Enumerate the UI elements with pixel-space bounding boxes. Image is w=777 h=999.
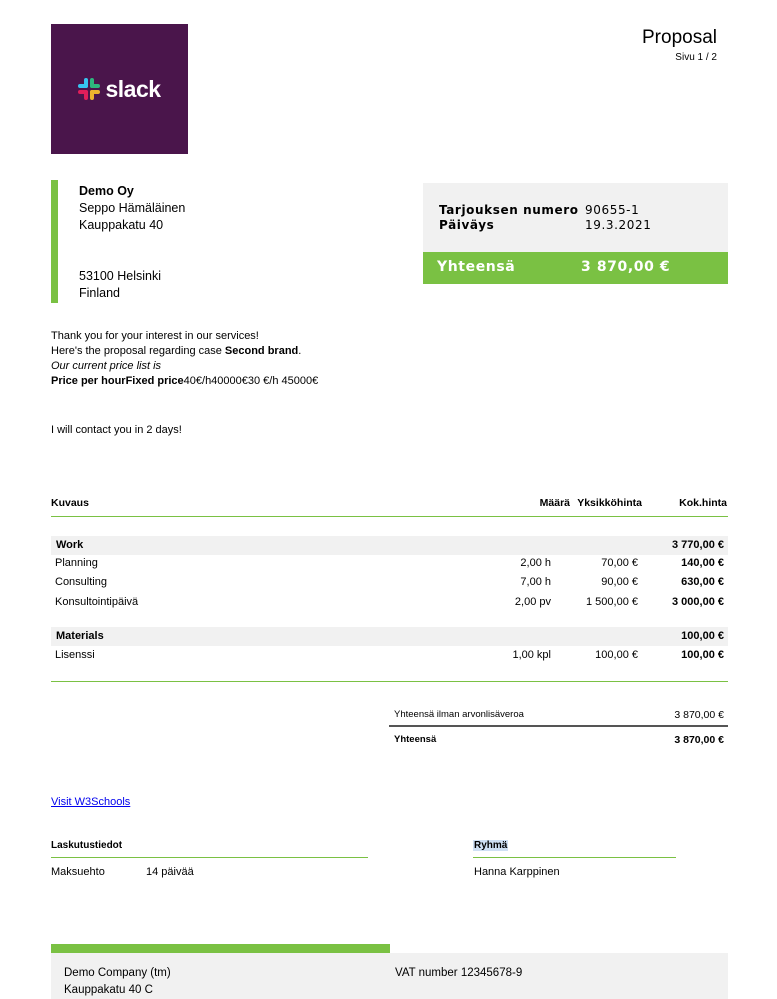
footer — [51, 953, 728, 999]
row-description: Konsultointipäivä — [55, 596, 139, 608]
group-title-text: Ryhmä — [474, 840, 508, 851]
w3schools-link[interactable]: Visit W3Schools — [51, 796, 131, 808]
row-unit-price: 70,00 € — [601, 557, 638, 569]
row-unit-price: 1 500,00 € — [586, 596, 638, 608]
footer-address: Kauppakatu 40 C — [64, 984, 153, 996]
intro-line-2 — [51, 344, 318, 359]
summary-net-label: Yhteensä ilman arvonlisäveroa — [394, 709, 524, 720]
row-unit-price: 100,00 € — [595, 649, 638, 661]
row-total: 630,00 € — [681, 576, 724, 588]
summary-net-value: 3 870,00 € — [674, 709, 724, 721]
intro-line-2-suffix: . — [298, 345, 302, 357]
price-list-intro: Our current price list is — [51, 360, 162, 372]
offer-number-label: Tarjouksen numero — [439, 203, 579, 217]
row-quantity: 1,00 kpl — [512, 649, 551, 661]
billing-title: Laskutustiedot — [51, 840, 123, 851]
group-name: Materials — [56, 630, 104, 642]
billing-divider — [51, 857, 368, 858]
price-list-header: Price per hourFixed price — [51, 375, 184, 387]
offer-number-row — [439, 203, 639, 217]
address-accent-bar — [51, 180, 58, 303]
group-member-name: Hanna Karppinen — [474, 866, 560, 878]
offer-total-box — [423, 252, 728, 284]
offer-date-value: 19.3.2021 — [585, 218, 652, 232]
table-row — [51, 555, 728, 574]
group-name: Work — [56, 539, 84, 551]
header-quantity: Määrä — [539, 497, 570, 509]
row-quantity: 2,00 h — [520, 557, 551, 569]
row-description: Lisenssi — [55, 649, 95, 661]
summary-total-value: 3 870,00 € — [674, 734, 724, 746]
intro-text — [51, 329, 318, 389]
table-end-divider — [51, 681, 728, 682]
contact-note: I will contact you in 2 days! — [51, 424, 182, 436]
group-divider — [473, 857, 676, 858]
logo-mark-green-dot — [90, 84, 100, 88]
document-title: Proposal — [642, 27, 717, 48]
footer-accent-bar — [51, 944, 390, 953]
table-header — [51, 497, 728, 517]
case-name: Second brand — [224, 345, 299, 357]
recipient-company: Demo Oy — [79, 184, 134, 198]
recipient-contact: Seppo Hämäläinen — [79, 201, 186, 215]
footer-vat: VAT number 12345678-9 — [395, 967, 523, 979]
row-quantity: 2,00 pv — [514, 596, 551, 608]
company-logo — [51, 24, 188, 154]
recipient-address — [79, 183, 185, 302]
slack-hash-icon — [78, 78, 100, 100]
intro-line-3 — [51, 359, 318, 374]
table-row — [51, 594, 728, 613]
row-description: Consulting — [55, 576, 107, 588]
row-total: 100,00 € — [681, 649, 724, 661]
table-row — [51, 647, 728, 666]
header-total: Kok.hinta — [679, 497, 727, 509]
row-quantity: 7,00 h — [520, 576, 551, 588]
offer-total-label: Yhteensä — [437, 259, 516, 275]
table-row — [51, 574, 728, 593]
summary-total-label: Yhteensä — [394, 734, 437, 745]
header-description: Kuvaus — [51, 497, 89, 509]
payment-term-label: Maksuehto — [51, 866, 105, 878]
recipient-country: Finland — [79, 286, 120, 300]
group-title — [473, 840, 508, 851]
recipient-city: 53100 Helsinki — [79, 269, 161, 283]
offer-total-value: 3 870,00 € — [581, 259, 671, 275]
group-total: 100,00 € — [681, 630, 724, 642]
header-unit-price: Yksikköhinta — [577, 497, 642, 509]
logo-mark-red-dot — [78, 90, 88, 94]
address-spacer — [79, 234, 185, 268]
summary-divider — [389, 725, 728, 727]
offer-info-box — [423, 183, 728, 252]
price-list-values: 40€/h40000€30 €/h 45000€ — [183, 375, 319, 387]
table-group-work — [51, 536, 728, 555]
row-total: 140,00 € — [681, 557, 724, 569]
recipient-street: Kauppakatu 40 — [79, 218, 164, 232]
intro-line-1: Thank you for your interest in our services! — [51, 330, 259, 342]
table-group-materials — [51, 627, 728, 646]
footer-company: Demo Company (tm) — [64, 967, 171, 979]
row-description: Planning — [55, 557, 98, 569]
logo-mark-yellow-dot — [90, 90, 100, 94]
intro-line-4 — [51, 374, 318, 389]
intro-line-2-prefix: Here's the proposal regarding case — [51, 345, 225, 357]
logo-inner — [78, 76, 160, 103]
logo-wordmark: slack — [105, 75, 161, 102]
row-unit-price: 90,00 € — [601, 576, 638, 588]
row-total: 3 000,00 € — [672, 596, 724, 608]
page-number: Sivu 1 / 2 — [675, 52, 717, 63]
logo-mark-blue-dot — [78, 84, 88, 88]
group-total: 3 770,00 € — [672, 539, 724, 551]
offer-number-value: 90655-1 — [585, 203, 640, 217]
payment-term-value: 14 päivää — [146, 866, 194, 878]
offer-date-label: Päiväys — [439, 218, 495, 232]
offer-date-row — [439, 218, 651, 232]
